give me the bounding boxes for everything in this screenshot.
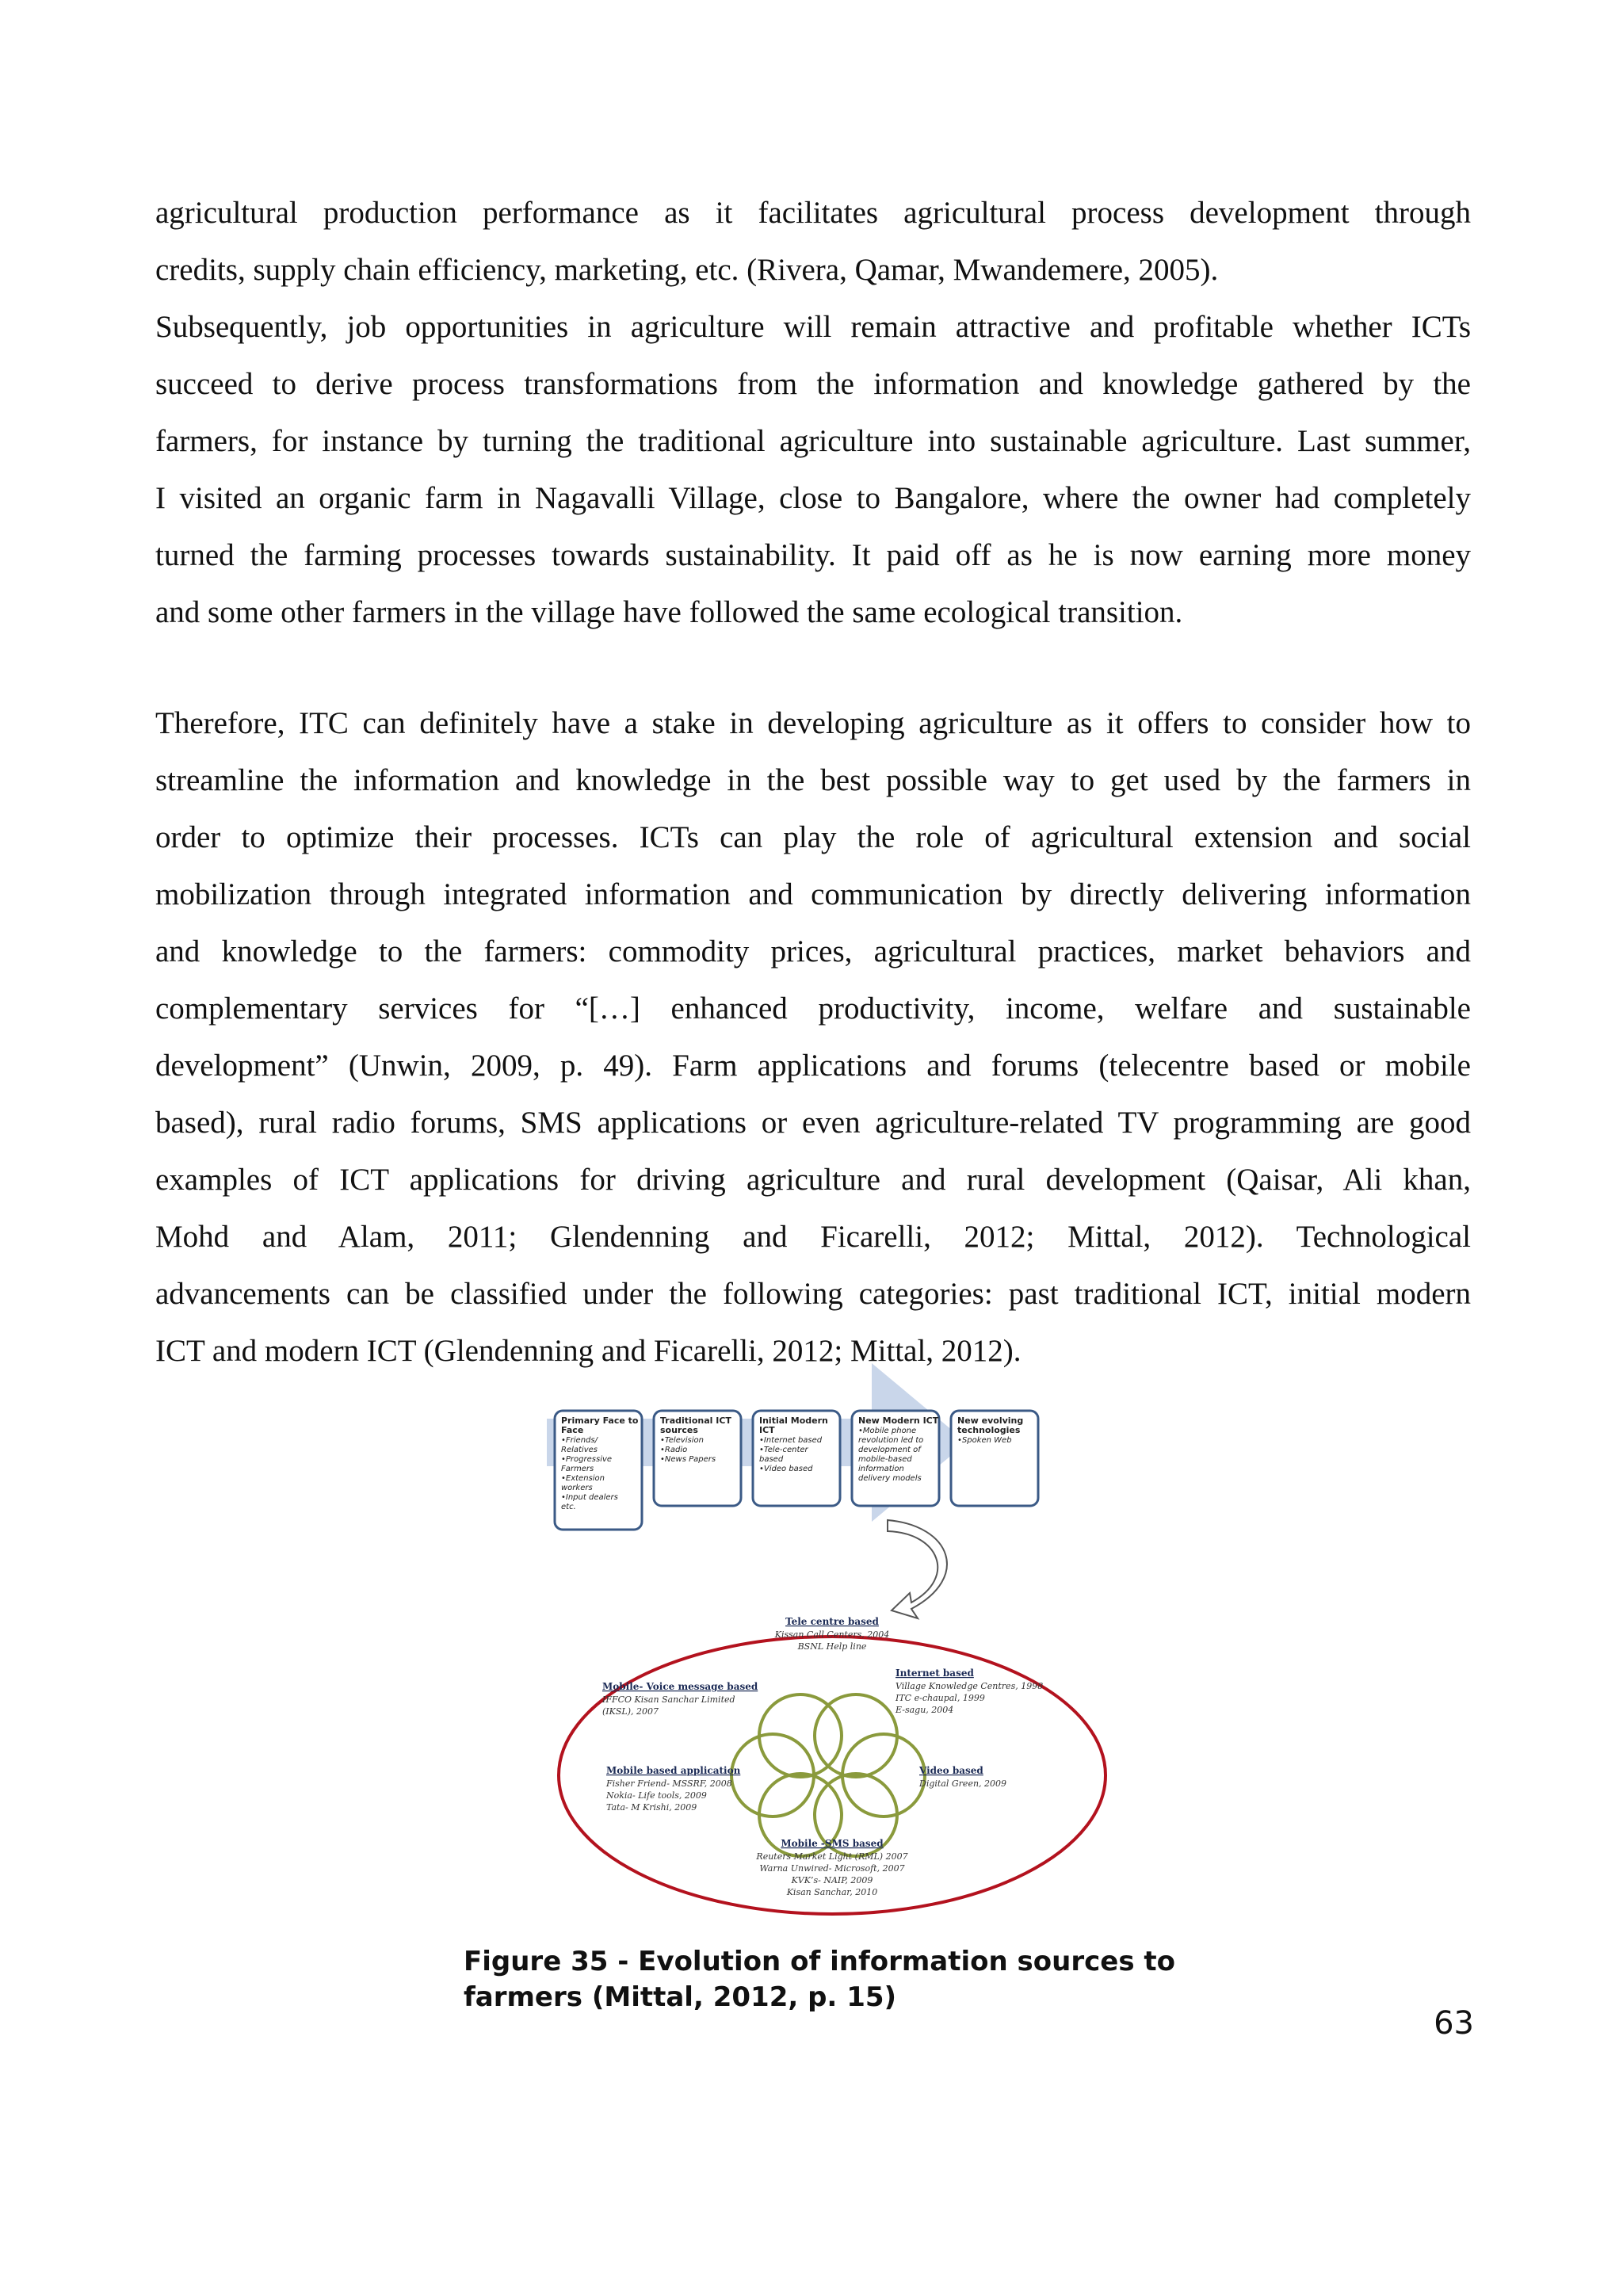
text-line: I visited an organic farm in Nagavalli Village, close to Bangalore, where the owner had completely xyxy=(155,481,1471,515)
stage-box xyxy=(951,1411,1038,1506)
stage-box-item: information xyxy=(858,1465,904,1473)
text-line: Therefore, ITC can definitely have a stake in developing agriculture as it offers to consider how to xyxy=(155,706,1471,740)
stage-box xyxy=(852,1411,939,1506)
ict-group-tele xyxy=(774,1616,890,1652)
figure-35 xyxy=(539,1363,1117,1918)
stage-box-item: •Television xyxy=(660,1436,704,1445)
stage-box-item: •Input dealers xyxy=(561,1493,618,1502)
stage-box xyxy=(555,1411,642,1530)
text-line: credits, supply chain efficiency, marketing, etc. (Rivera, Qamar, Mwandemere, 2005). xyxy=(155,253,1219,287)
ict-group-item: E-sagu, 2004 xyxy=(896,1705,954,1715)
evolution-diagram xyxy=(539,1363,1117,1918)
text-line: order to optimize their processes. ICTs can play the role of agricultural extension and social xyxy=(155,820,1471,854)
ict-group-item: Village Knowledge Centres, 1998 xyxy=(896,1681,1044,1691)
ict-group-item: Tata- M Krishi, 2009 xyxy=(606,1802,697,1813)
ict-group-item: ITC e-chaupal, 1999 xyxy=(896,1693,985,1703)
ict-group-item: Digital Green, 2009 xyxy=(919,1778,1007,1789)
stage-box-item: •Spoken Web xyxy=(957,1436,1012,1445)
text-line: turned the farming processes towards sustainability. It paid off as he is now earning more money xyxy=(155,538,1471,572)
stage-box-item: •Tele-center xyxy=(759,1446,808,1454)
text-line: agricultural production performance as it facilitates agricultural process development through xyxy=(155,196,1471,230)
ict-group-item: Kissan Call Centers, 2004 xyxy=(774,1629,890,1640)
text-line: Subsequently, job opportunities in agriculture will remain attractive and profitable whether ICTs xyxy=(155,310,1471,344)
stage-box xyxy=(753,1411,840,1506)
stage-box-item: •Extension xyxy=(561,1474,605,1483)
stage-box-item: delivery models xyxy=(858,1474,922,1483)
ict-group-heading: Mobile- Voice message based xyxy=(602,1681,758,1692)
text-line: mobilization through integrated information and communication by directly delivering information xyxy=(155,877,1471,911)
ict-group-heading: Video based xyxy=(919,1765,983,1776)
page-number: 63 xyxy=(1434,2005,1474,2042)
text-line: based), rural radio forums, SMS applications or even agriculture-related TV programming are good xyxy=(155,1106,1471,1140)
stage-box-item: •Friends/ xyxy=(561,1436,598,1445)
stage-box-item: •News Papers xyxy=(660,1455,716,1464)
ict-group-heading: Mobile based application xyxy=(606,1765,741,1776)
paragraph-1 xyxy=(155,185,1471,641)
ict-group-item: Kisan Sanchar, 2010 xyxy=(786,1887,878,1897)
ict-group-app xyxy=(605,1765,741,1813)
stage-box-title: Initial Modern xyxy=(759,1415,828,1426)
curved-arrow xyxy=(888,1520,947,1618)
ict-group-item: IFFCO Kisan Sanchar Limited xyxy=(602,1694,735,1705)
stage-box-item: •Internet based xyxy=(759,1436,823,1445)
stage-box-title: New evolving xyxy=(957,1415,1024,1426)
text-line: succeed to derive process transformations from the information and knowledge gathered by the xyxy=(155,367,1471,401)
stage-box-title: ICT xyxy=(759,1425,775,1435)
ict-group-heading: Tele centre based xyxy=(785,1616,879,1627)
figure-caption xyxy=(464,1944,1240,2015)
ict-group-sms xyxy=(755,1838,907,1897)
stage-box-item: •Progressive xyxy=(561,1455,613,1464)
text-line: ICT and modern ICT (Glendenning and Ficarelli, 2012; Mittal, 2012). xyxy=(155,1334,1022,1368)
stage-boxes xyxy=(555,1411,1038,1530)
ict-group-item: Fisher Friend- MSSRF, 2008 xyxy=(606,1778,732,1789)
text-line: and knowledge to the farmers: commodity prices, agricultural practices, market behaviors and xyxy=(155,934,1471,968)
ict-group-item: (IKSL), 2007 xyxy=(602,1706,659,1717)
ict-group-heading: Mobile -SMS based xyxy=(781,1838,884,1849)
ict-group-heading: Internet based xyxy=(896,1668,974,1679)
stage-box-title: New Modern ICT xyxy=(858,1415,939,1426)
text-line: streamline the information and knowledge in the best possible way to get used by the farmers in xyxy=(155,763,1471,797)
stage-box xyxy=(654,1411,741,1506)
stage-box-item: development of xyxy=(858,1446,921,1454)
stage-box-title: Primary Face to xyxy=(561,1415,639,1426)
caption-line: Figure 35 - Evolution of information sources to xyxy=(464,1946,1176,1977)
ict-group-item: Warna Unwired- Microsoft, 2007 xyxy=(759,1863,905,1874)
stage-box-item: •Radio xyxy=(660,1446,688,1454)
text-line: Mohd and Alam, 2011; Glendenning and Ficarelli, 2012; Mittal, 2012). Technological xyxy=(155,1220,1471,1254)
text-line: farmers, for instance by turning the traditional agriculture into sustainable agriculture. Last summer, xyxy=(155,424,1471,458)
ict-group-item: KVK’s- NAIP, 2009 xyxy=(791,1875,873,1885)
stage-box-title: Traditional ICT xyxy=(660,1415,731,1426)
ict-group-video xyxy=(918,1765,1006,1789)
text-line: development” (Unwin, 2009, p. 49). Farm applications and forums (telecentre based or mobile xyxy=(155,1049,1471,1083)
overlapping-rings xyxy=(731,1694,925,1856)
stage-box-title: Face xyxy=(561,1425,584,1435)
stage-box-item: etc. xyxy=(561,1503,576,1511)
stage-box-item: •Mobile phone xyxy=(858,1427,917,1435)
text-line: and some other farmers in the village have followed the same ecological transition. xyxy=(155,595,1183,629)
stage-box-title: sources xyxy=(660,1425,698,1435)
stage-box-title: technologies xyxy=(957,1425,1021,1435)
stage-box-item: Farmers xyxy=(561,1465,594,1473)
stage-box-item: workers xyxy=(561,1484,593,1492)
ict-group-item: BSNL Help line xyxy=(797,1641,867,1652)
stage-box-item: based xyxy=(759,1455,784,1464)
stage-box-item: mobile-based xyxy=(858,1455,912,1464)
ict-group-item: Reuters Market Light (RML) 2007 xyxy=(756,1851,908,1862)
ict-group-item: Nokia- Life tools, 2009 xyxy=(606,1790,707,1801)
stage-box-item: •Video based xyxy=(759,1465,813,1473)
text-line: examples of ICT applications for driving agriculture and rural development (Qaisar, Ali khan, xyxy=(155,1163,1471,1197)
caption-line: farmers (Mittal, 2012, p. 15) xyxy=(464,1981,897,2013)
paragraph-2 xyxy=(155,695,1471,1380)
stage-box-item: Relatives xyxy=(561,1446,598,1454)
text-line: complementary services for “[…] enhanced productivity, income, welfare and sustainable xyxy=(155,991,1471,1026)
text-line: advancements can be classified under the following categories: past traditional ICT, initial modern xyxy=(155,1277,1471,1311)
ict-group-voice xyxy=(601,1681,758,1717)
stage-box-item: revolution led to xyxy=(858,1436,924,1445)
